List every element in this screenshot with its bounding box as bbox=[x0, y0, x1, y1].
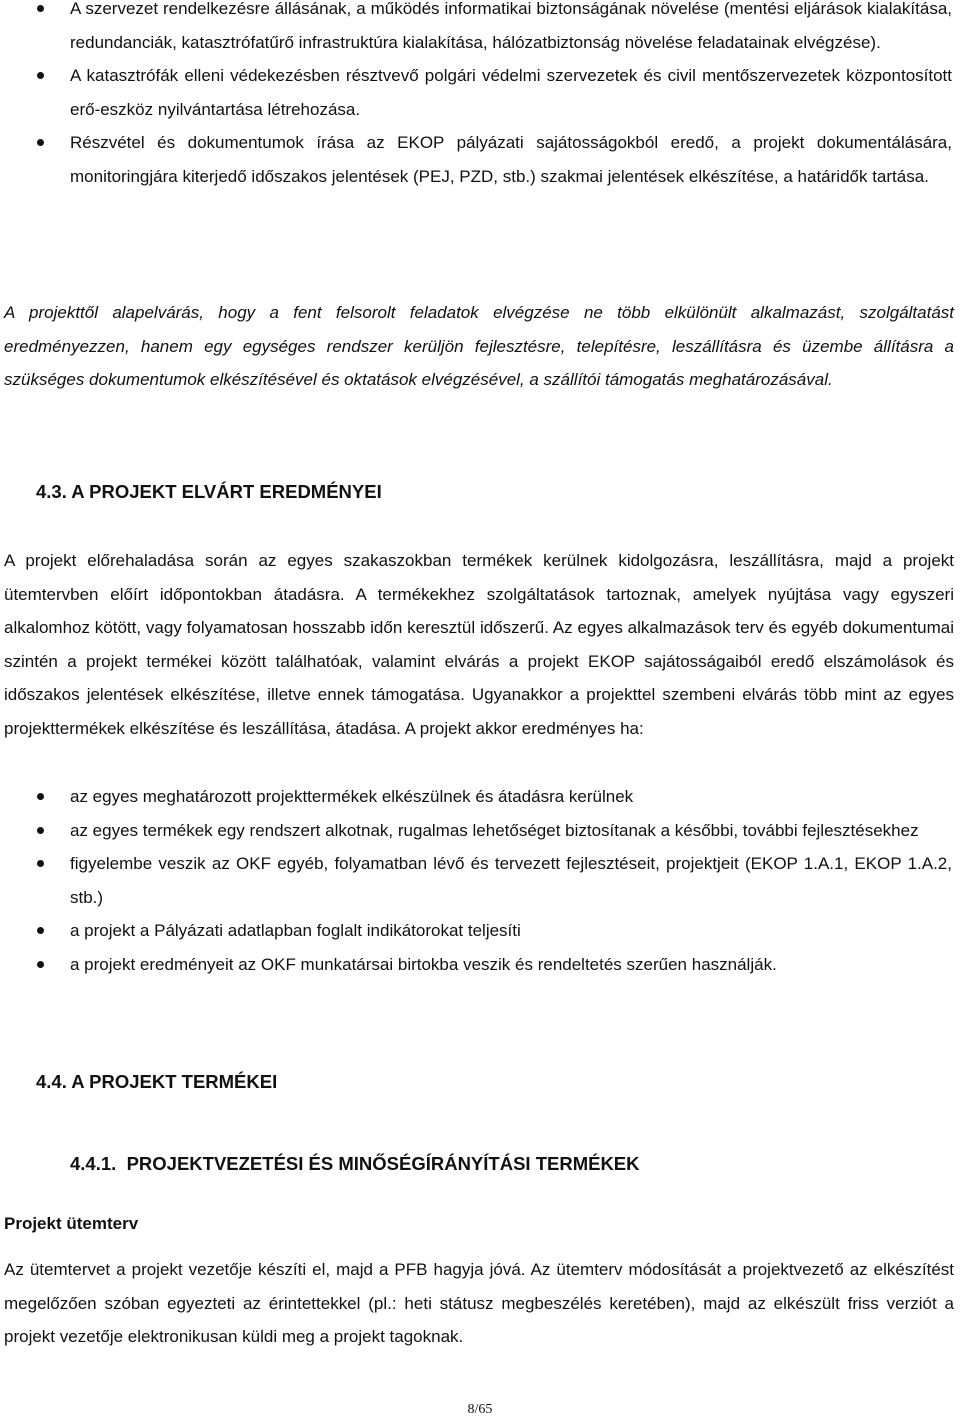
list-item-text: figyelembe veszik az OKF egyéb, folyamatban lévő és tervezett fejlesztéseit, projektjeit (EKOP 1.A.1, EKOP 1.A.2, stb.) bbox=[70, 854, 952, 907]
list-item bbox=[0, 780, 956, 814]
list-item-text: A szervezet rendelkezésre állásának, a működés informatikai biztonságának növelése (mentési eljárások kialakítása, redundanciák, katasztrófatűrő infrastruktúra kialakítása, hálózatbiztonság növelése feladatainak elvégzése). bbox=[70, 0, 952, 52]
italic-paragraph-block bbox=[0, 296, 956, 397]
bullet-icon bbox=[37, 827, 44, 834]
section-4-3-bullets-block bbox=[0, 780, 956, 981]
bullet-icon bbox=[37, 927, 44, 934]
italic-paragraph: A projekttől alapelvárás, hogy a fent felsorolt feladatok elvégzése ne több elkülönült alkalmazást, szolgáltatást eredményezzen, hanem egy egységes rendszer kerüljön fejlesztésre, telepítésre, leszállításra és üzembe állításra a szükséges dokumentumok elkészítésével és oktatások elvégzésével, a szállítói támogatás meghatározásával. bbox=[4, 303, 954, 389]
section-heading-4-4: 4.4. A PROJEKT TERMÉKEI bbox=[36, 1071, 278, 1092]
list-item bbox=[0, 948, 956, 982]
list-item bbox=[0, 847, 956, 914]
list-item-text: a projekt a Pályázati adatlapban foglalt indikátorokat teljesíti bbox=[70, 921, 521, 940]
list-item bbox=[0, 59, 956, 126]
list-item-text: az egyes meghatározott projekttermékek elkészülnek és átadásra kerülnek bbox=[70, 787, 634, 806]
bullet-icon bbox=[37, 139, 44, 146]
bullet-icon bbox=[37, 860, 44, 867]
top-bullet-list-block bbox=[0, 0, 956, 193]
section-4-3-paragraph-block bbox=[0, 544, 956, 745]
section-heading-4-3: 4.3. A PROJEKT ELVÁRT EREDMÉNYEI bbox=[36, 481, 382, 502]
list-item-text: a projekt eredményeit az OKF munkatársai birtokba veszik és rendeltetés szerűen használják. bbox=[70, 954, 777, 974]
bullet-icon bbox=[37, 793, 44, 800]
list-item bbox=[0, 814, 956, 848]
section-heading-4-4-1: 4.4.1. PROJEKTVEZETÉSI ÉS MINŐSÉGÍRÁNYÍTÁSI TERMÉKEK bbox=[70, 1153, 640, 1174]
section-4-3-bullet-list bbox=[0, 780, 956, 981]
section-4-3-paragraph: A projekt előrehaladása során az egyes szakaszokban termékek kerülnek kidolgozásra, leszállításra, majd a projekt ütemtervben előírt időpontokban átadásra. A termékekhez szolgáltatások tartoznak, amelyek nyújtása vagy egyszeri alkalomhoz kötött, vagy folyamatosan hosszabb időn keresztül időszerű. Az egyes alkalmazások terv és egyéb dokumentumai szintén a projekt termékei között találhatóak, valamint elvárás a projekt EKOP sajátosságaiból eredő elszámolások és időszakos jelentések elkészítése, illetve ennek támogatása. Ugyanakkor a projekttel szembeni elvárás több mint az egyes projekttermékek elkészítése és leszállítása, átadása. A projekt akkor eredményes ha: bbox=[4, 551, 954, 738]
bullet-icon bbox=[37, 72, 44, 79]
bullet-icon bbox=[37, 961, 44, 968]
bullet-icon bbox=[37, 5, 44, 12]
top-bullet-list bbox=[0, 0, 956, 193]
list-item bbox=[0, 126, 956, 193]
list-item-text: A katasztrófák elleni védekezésben résztvevő polgári védelmi szervezetek és civil mentőszervezetek központosított erő-eszköz nyilvántartása létrehozása. bbox=[70, 66, 952, 119]
list-item bbox=[0, 0, 956, 59]
list-item-text: Részvétel és dokumentumok írása az EKOP pályázati sajátosságokból eredő, a projekt dokumentálására, monitoringjára kiterjedő időszakos jelentések (PEJ, PZD, stb.) szakmai jelentések elkészítése, a határidők tartása. bbox=[70, 133, 952, 186]
page-number: 8/65 bbox=[467, 1402, 493, 1417]
projekt-utemterv-paragraph-block bbox=[0, 1253, 956, 1354]
projekt-utemterv-paragraph: Az ütemtervet a projekt vezetője készíti el, majd a PFB hagyja jóvá. Az ütemterv módosítását a projektvezető az elkészítést megelőzően szóban egyezteti az érintettekkel (pl.: heti státusz megbeszélés keretében), majd az elkészült friss verziót a projekt vezetője elektronikusan küldi meg a projekt tagoknak. bbox=[4, 1260, 954, 1346]
projekt-utemterv-heading: Projekt ütemterv bbox=[4, 1214, 139, 1233]
list-item-text: az egyes termékek egy rendszert alkotnak, rugalmas lehetőséget biztosítanak a későbbi, további fejlesztésekhez bbox=[70, 820, 919, 840]
list-item bbox=[0, 914, 956, 948]
